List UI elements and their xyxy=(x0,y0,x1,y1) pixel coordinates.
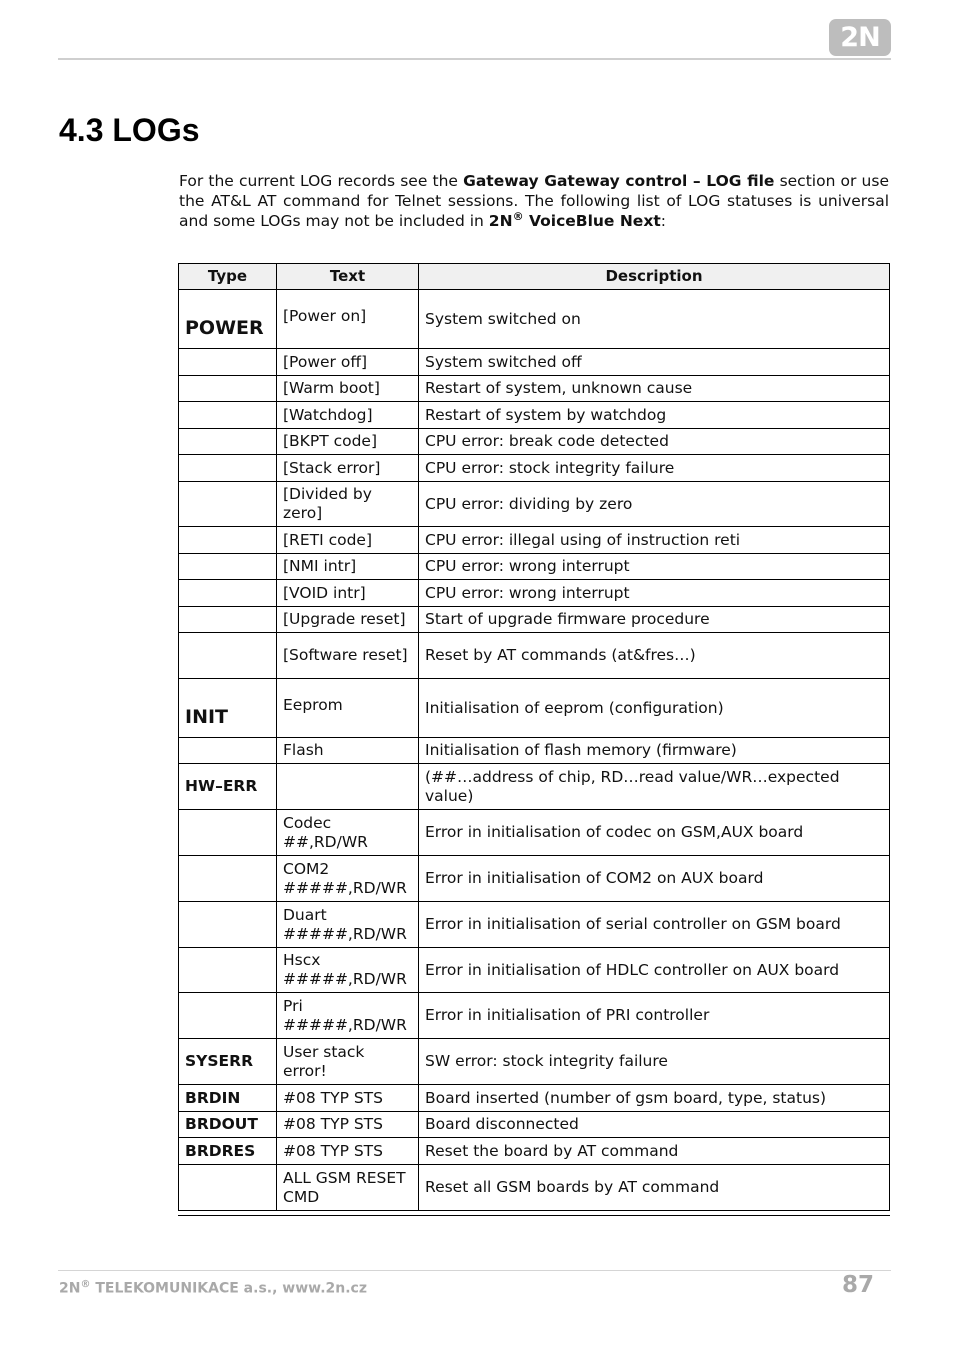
table-row xyxy=(179,1039,890,1085)
cell-description: Board disconnected xyxy=(419,1112,890,1138)
cell-description: (##…address of chip, RD…read value/WR…expected value) xyxy=(419,764,890,810)
cell-description: Initialisation of flash memory (firmware) xyxy=(419,738,890,764)
cell-description: System switched off xyxy=(419,349,890,376)
table-row xyxy=(179,376,890,402)
table-row xyxy=(179,429,890,455)
cell-type xyxy=(179,738,277,764)
cell-text: [Watchdog] xyxy=(277,402,419,429)
intro-paragraph: For the current LOG records see the Gateway Gateway control – LOG file section or use the AT&L AT command for Telnet sessions. The following list of LOG statuses is universal and some LOGs may not be included in 2N® VoiceBlue Next: xyxy=(179,172,889,230)
cell-text xyxy=(277,764,419,810)
cell-text: [BKPT code] xyxy=(277,429,419,455)
table-row xyxy=(179,607,890,633)
cell-description: CPU error: illegal using of instruction reti xyxy=(419,527,890,554)
cell-text: Pri #####,RD/WR xyxy=(277,993,419,1039)
table-row xyxy=(179,679,890,738)
table-body xyxy=(179,290,890,1211)
log-status-table xyxy=(178,263,890,1211)
intro-bold-brand: 2N® VoiceBlue Next xyxy=(488,209,661,230)
cell-type xyxy=(179,429,277,455)
page-number: 87 xyxy=(841,1272,874,1298)
cell-text: #08 TYP STS xyxy=(277,1112,419,1138)
table-row xyxy=(179,810,890,856)
cell-description: CPU error: stock integrity failure xyxy=(419,455,890,482)
cell-type: HW–ERR xyxy=(179,764,277,810)
table-header-row xyxy=(179,264,890,290)
cell-description: CPU error: dividing by zero xyxy=(419,482,890,527)
cell-text: Flash xyxy=(277,738,419,764)
cell-text: [VOID intr] xyxy=(277,580,419,607)
cell-type xyxy=(179,376,277,402)
table-row xyxy=(179,856,890,902)
table-row xyxy=(179,1165,890,1211)
cell-type xyxy=(179,402,277,429)
table-row xyxy=(179,402,890,429)
cell-description: Reset the board by AT command xyxy=(419,1138,890,1165)
cell-type xyxy=(179,554,277,580)
cell-text: [Upgrade reset] xyxy=(277,607,419,633)
table-row xyxy=(179,349,890,376)
cell-type xyxy=(179,902,277,948)
header-rule xyxy=(58,58,891,60)
table-row xyxy=(179,455,890,482)
cell-type: BRDOUT xyxy=(179,1112,277,1138)
cell-type xyxy=(179,455,277,482)
cell-type xyxy=(179,810,277,856)
cell-text: User stack error! xyxy=(277,1039,419,1085)
cell-description: Initialisation of eeprom (configuration) xyxy=(419,679,890,738)
cell-type xyxy=(179,633,277,679)
cell-text: #08 TYP STS xyxy=(277,1138,419,1165)
cell-type xyxy=(179,527,277,554)
cell-text: Eeprom xyxy=(277,679,419,738)
cell-description: CPU error: wrong interrupt xyxy=(419,554,890,580)
cell-text: ALL GSM RESET CMD xyxy=(277,1165,419,1211)
cell-text: Duart #####,RD/WR xyxy=(277,902,419,948)
cell-type: INIT xyxy=(179,679,277,738)
table-row xyxy=(179,554,890,580)
intro-bold-gateway: Gateway Gateway control – LOG file xyxy=(463,172,775,190)
cell-text: [Power on] xyxy=(277,290,419,349)
table-row xyxy=(179,527,890,554)
header-text: Text xyxy=(277,264,419,290)
table-row xyxy=(179,993,890,1039)
cell-text: Codec ##,RD/WR xyxy=(277,810,419,856)
cell-description: System switched on xyxy=(419,290,890,349)
cell-description: Error in initialisation of codec on GSM,AUX board xyxy=(419,810,890,856)
cell-description: Restart of system by watchdog xyxy=(419,402,890,429)
header-description: Description xyxy=(419,264,890,290)
table-row xyxy=(179,902,890,948)
cell-text: #08 TYP STS xyxy=(277,1085,419,1112)
cell-type xyxy=(179,607,277,633)
cell-description: Error in initialisation of serial controller on GSM board xyxy=(419,902,890,948)
cell-description: Restart of system, unknown cause xyxy=(419,376,890,402)
cell-description: Reset by AT commands (at&fres…) xyxy=(419,633,890,679)
cell-type xyxy=(179,993,277,1039)
cell-text: Hscx #####,RD/WR xyxy=(277,948,419,993)
table-row xyxy=(179,633,890,679)
footer-rule xyxy=(58,1270,891,1271)
cell-type xyxy=(179,349,277,376)
cell-type xyxy=(179,580,277,607)
table-row xyxy=(179,1138,890,1165)
cell-text: [Stack error] xyxy=(277,455,419,482)
cell-text: [Software reset] xyxy=(277,633,419,679)
cell-type: POWER xyxy=(179,290,277,349)
table-row xyxy=(179,764,890,810)
cell-text: [Divided by zero] xyxy=(277,482,419,527)
cell-type xyxy=(179,856,277,902)
table-row xyxy=(179,1085,890,1112)
table-row xyxy=(179,738,890,764)
cell-description: CPU error: wrong interrupt xyxy=(419,580,890,607)
table-row xyxy=(179,290,890,349)
cell-description: SW error: stock integrity failure xyxy=(419,1039,890,1085)
cell-description: Error in initialisation of COM2 on AUX board xyxy=(419,856,890,902)
table-row xyxy=(179,482,890,527)
cell-description: Start of upgrade firmware procedure xyxy=(419,607,890,633)
cell-type xyxy=(179,1165,277,1211)
table-row xyxy=(179,580,890,607)
header-type: Type xyxy=(179,264,277,290)
table-row xyxy=(179,948,890,993)
cell-type xyxy=(179,482,277,527)
cell-text: [RETI code] xyxy=(277,527,419,554)
table-bottom-rule xyxy=(178,1215,890,1216)
cell-type: BRDRES xyxy=(179,1138,277,1165)
cell-description: CPU error: break code detected xyxy=(419,429,890,455)
cell-description: Error in initialisation of HDLC controller on AUX board xyxy=(419,948,890,993)
cell-type: SYSERR xyxy=(179,1039,277,1085)
section-title: 4.3 LOGs xyxy=(59,112,200,148)
cell-type: BRDIN xyxy=(179,1085,277,1112)
cell-description: Error in initialisation of PRI controller xyxy=(419,993,890,1039)
cell-type xyxy=(179,948,277,993)
table-row xyxy=(179,1112,890,1138)
cell-text: [NMI intr] xyxy=(277,554,419,580)
footer-company: 2N® TELEKOMUNIKACE a.s., www.2n.cz xyxy=(59,1279,367,1297)
cell-text: COM2 #####,RD/WR xyxy=(277,856,419,902)
cell-description: Board inserted (number of gsm board, type, status) xyxy=(419,1085,890,1112)
cell-description: Reset all GSM boards by AT command xyxy=(419,1165,890,1211)
cell-text: [Warm boot] xyxy=(277,376,419,402)
cell-text: [Power off] xyxy=(277,349,419,376)
brand-logo: 2N xyxy=(829,19,891,56)
